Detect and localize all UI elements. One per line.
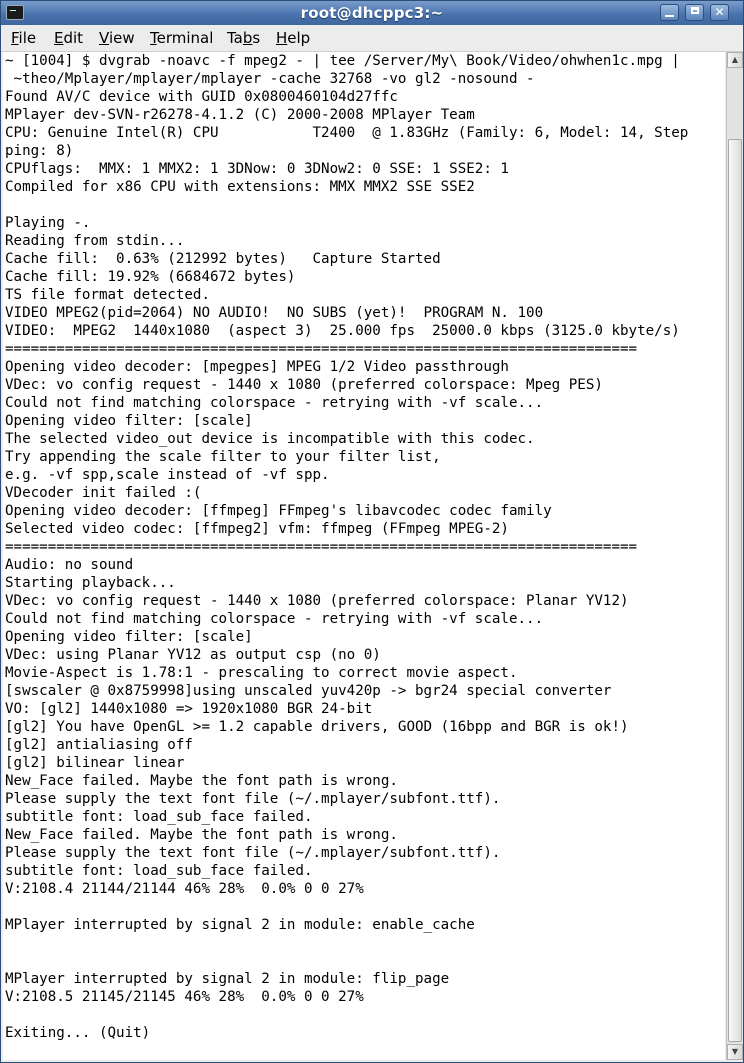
menu-bar xyxy=(1,25,743,52)
terminal-line: V:2108.4 21144/21144 46% 28% 0.0% 0 0 27% xyxy=(5,881,364,897)
terminal-line: subtitle font: load_sub_face failed. xyxy=(5,863,313,879)
terminal-line: MPlayer interrupted by signal 2 in module: enable_cache xyxy=(5,917,475,933)
terminal-output-area[interactable] xyxy=(3,52,725,1060)
menu-tabs[interactable]: Tabs xyxy=(227,29,261,47)
terminal-line: Could not find matching colorspace - retrying with -vf scale... xyxy=(5,395,544,411)
terminal-line: Compiled for x86 CPU with extensions: MMX MMX2 SSE SSE2 xyxy=(5,179,475,195)
minimize-icon xyxy=(665,15,674,17)
terminal-line: Selected video codec: [ffmpeg2] vfm: ffmpeg (FFmpeg MPEG-2) xyxy=(5,521,509,537)
terminal-line: CPUflags: MMX: 1 MMX2: 1 3DNow: 0 3DNow2: 0 SSE: 1 SSE2: 1 xyxy=(5,161,509,177)
terminal-output xyxy=(3,52,725,1042)
scrollbar-thumb[interactable] xyxy=(728,139,742,1042)
terminal-line: CPU: Genuine Intel(R) CPU T2400 @ 1.83GHz (Family: 6, Model: 14, Step xyxy=(5,125,689,141)
terminal-line: Opening video filter: [scale] xyxy=(5,413,253,429)
terminal-line: MPlayer dev-SVN-r26278-4.1.2 (C) 2000-2008 MPlayer Team xyxy=(5,107,475,123)
terminal-line: VDec: vo config request - 1440 x 1080 (preferred colorspace: Mpeg PES) xyxy=(5,377,603,393)
terminal-line: Try appending the scale filter to your filter list, xyxy=(5,449,441,465)
terminal-line: Opening video decoder: [mpegpes] MPEG 1/2 Video passthrough xyxy=(5,359,509,375)
terminal-line: Movie-Aspect is 1.78:1 - prescaling to correct movie aspect. xyxy=(5,665,518,681)
terminal-line: Opening video decoder: [ffmpeg] FFmpeg's libavcodec codec family xyxy=(5,503,552,519)
terminal-line: e.g. -vf spp,scale instead of -vf spp. xyxy=(5,467,330,483)
terminal-line: Exiting... (Quit) xyxy=(5,1025,151,1041)
terminal-line: Audio: no sound xyxy=(5,557,134,573)
terminal-line: Please supply the text font file (~/.mplayer/subfont.ttf). xyxy=(5,791,501,807)
close-icon: ✕ xyxy=(714,5,725,19)
terminal-line: [swscaler @ 0x8759998]using unscaled yuv420p -> bgr24 special converter xyxy=(5,683,612,699)
window-title: root@dhcppc3:~ xyxy=(300,4,444,22)
terminal-line: VDec: vo config request - 1440 x 1080 (preferred colorspace: Planar YV12) xyxy=(5,593,629,609)
menu-edit[interactable]: Edit xyxy=(54,29,84,47)
terminal-line: ~theo/Mplayer/mplayer/mplayer -cache 32768 -vo gl2 -nosound - xyxy=(5,71,535,87)
terminal-line: MPlayer interrupted by signal 2 in module: flip_page xyxy=(5,971,450,987)
vertical-scrollbar[interactable] xyxy=(726,52,743,1060)
maximize-icon xyxy=(691,7,699,14)
maximize-button[interactable] xyxy=(685,4,704,21)
terminal-line: VDec: using Planar YV12 as output csp (no 0) xyxy=(5,647,381,663)
terminal-line: VDecoder init failed :( xyxy=(5,485,202,501)
terminal-line: ~ [1004] $ dvgrab -noavc -f mpeg2 - | tee /Server/My\ Book/Video/ohwhen1c.mpg | xyxy=(5,53,680,69)
terminal-line: Cache fill: 0.63% (212992 bytes) Capture Started xyxy=(5,251,441,267)
scroll-up-button[interactable]: ▲ xyxy=(727,52,743,68)
terminal-line: ========================================================================== xyxy=(5,539,638,555)
title-bar[interactable] xyxy=(1,1,743,25)
terminal-line: The selected video_out device is incompatible with this codec. xyxy=(5,431,535,447)
minimize-button[interactable] xyxy=(660,4,679,21)
terminal-line: ========================================================================== xyxy=(5,341,638,357)
terminal-line: New_Face failed. Maybe the font path is wrong. xyxy=(5,773,398,789)
terminal-line: [gl2] antialiasing off xyxy=(5,737,193,753)
terminal-line: TS file format detected. xyxy=(5,287,210,303)
terminal-line: subtitle font: load_sub_face failed. xyxy=(5,809,313,825)
terminal-line: Playing -. xyxy=(5,215,91,231)
terminal-line: Found AV/C device with GUID 0x0800460104d27ffc xyxy=(5,89,398,105)
terminal-line: V:2108.5 21145/21145 46% 28% 0.0% 0 0 27% xyxy=(5,989,364,1005)
terminal-line: New_Face failed. Maybe the font path is wrong. xyxy=(5,827,398,843)
menu-help[interactable]: Help xyxy=(276,29,311,47)
terminal-line: Starting playback... xyxy=(5,575,176,591)
terminal-line: VIDEO: MPEG2 1440x1080 (aspect 3) 25.000 fps 25000.0 kbps (3125.0 kbyte/s) xyxy=(5,323,680,339)
terminal-line: VO: [gl2] 1440x1080 => 1920x1080 BGR 24-bit xyxy=(5,701,373,717)
menu-terminal[interactable]: Terminal xyxy=(150,29,214,47)
terminal-line: Please supply the text font file (~/.mplayer/subfont.ttf). xyxy=(5,845,501,861)
menu-view[interactable]: View xyxy=(99,29,135,47)
close-button[interactable] xyxy=(710,4,729,21)
terminal-line: Reading from stdin... xyxy=(5,233,185,249)
terminal-line: ping: 8) xyxy=(5,143,74,159)
menu-file[interactable]: File xyxy=(11,29,37,47)
scroll-down-button[interactable]: ▼ xyxy=(727,1044,743,1060)
terminal-line: Could not find matching colorspace - retrying with -vf scale... xyxy=(5,611,544,627)
terminal-line: Opening video filter: [scale] xyxy=(5,629,253,645)
terminal-line: [gl2] bilinear linear xyxy=(5,755,185,771)
terminal-line: [gl2] You have OpenGL >= 1.2 capable drivers, GOOD (16bpp and BGR is ok!) xyxy=(5,719,629,735)
terminal-line: Cache fill: 19.92% (6684672 bytes) xyxy=(5,269,296,285)
terminal-line: VIDEO MPEG2(pid=2064) NO AUDIO! NO SUBS (yet)! PROGRAM N. 100 xyxy=(5,305,544,321)
